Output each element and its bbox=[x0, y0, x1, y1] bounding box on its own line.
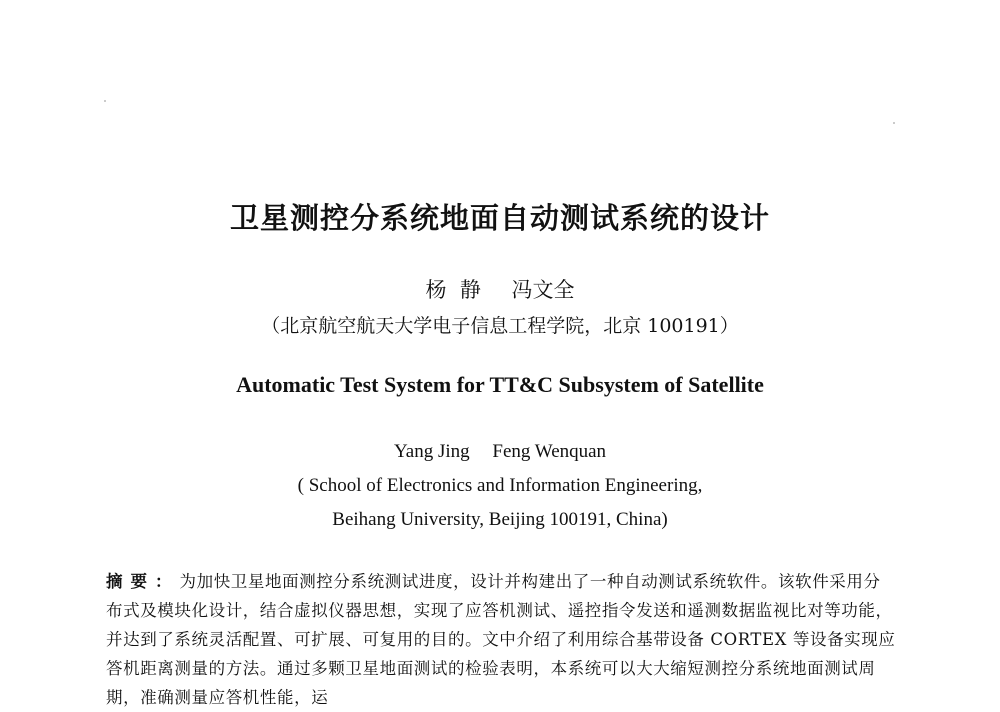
abstract-text: 为加快卫星地面测控分系统测试进度，设计并构建出了一种自动测试系统软件。该软件采用分布式及模块化设计，结合虚拟仪器思想，实现了应答机测试、遥控指令发送和遥测数据监视比对等功能，并达到了系统灵活配置、可扩展、可复用的目的。文中介绍了利用综合基带设备 CORTEX 等设备实现应答机距离测量的方法。通过多颗卫星地面测试的检验表明，本系统可以大大缩短测控分系统地面测试周期，准确测量应答机性能，运 bbox=[106, 572, 896, 707]
paper-title-chinese: 卫星测控分系统地面自动测试系统的设计 bbox=[229, 201, 770, 235]
paper-title-english: Automatic Test System for TT&C Subsystem of Satellite bbox=[236, 372, 764, 397]
author-cn-1: 杨 静 bbox=[425, 278, 481, 302]
author-en-1: Yang Jing bbox=[393, 441, 470, 462]
affiliation-chinese: （北京航空航天大学电子信息工程学院，北京 100191） bbox=[261, 315, 739, 337]
author-cn-2: 冯文全 bbox=[511, 278, 575, 302]
abstract-label: 摘要： bbox=[106, 572, 180, 591]
scan-speck bbox=[104, 100, 106, 102]
authors-english bbox=[0, 441, 1000, 463]
authors-chinese bbox=[0, 274, 1000, 304]
author-en-2: Feng Wenquan bbox=[492, 441, 607, 462]
affiliation-english-line-1: ( School of Electronics and Information Engineering, bbox=[297, 475, 703, 496]
abstract bbox=[106, 567, 896, 712]
affiliation-english-line-2: Beihang University, Beijing 100191, China) bbox=[332, 509, 668, 530]
scan-speck bbox=[893, 122, 895, 124]
